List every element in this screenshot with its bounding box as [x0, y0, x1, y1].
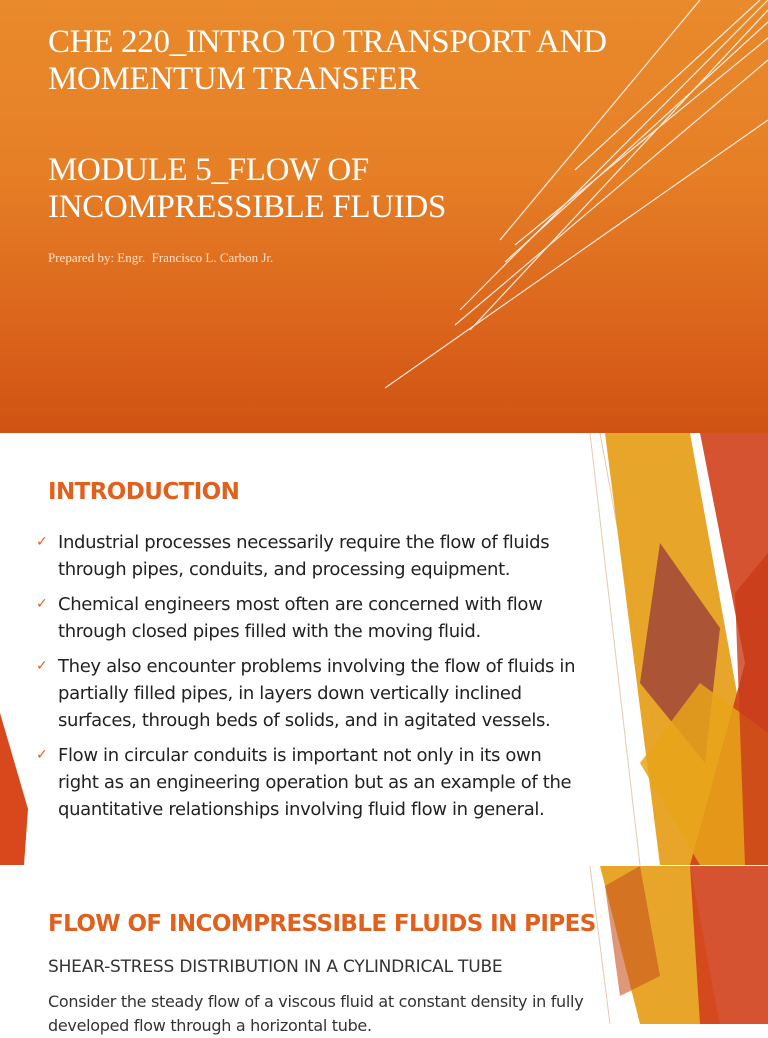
section-heading: INTRODUCTION: [48, 479, 240, 505]
checkmark-icon: ✓: [36, 596, 48, 612]
body-text: [48, 990, 688, 1038]
list-item: [36, 529, 696, 583]
body-line: developed flow through a horizontal tube.: [48, 1016, 372, 1035]
bullet-line: right as an engineering operation but as an example of the: [58, 772, 572, 793]
bullet-line: Flow in circular conduits is important not only in its own: [58, 745, 542, 766]
bullet-list: [36, 529, 696, 831]
course-title-line: CHE 220_INTRO TO TRANSPORT AND: [48, 24, 607, 60]
bullet-line: They also encounter problems involving the flow of fluids in: [58, 656, 576, 677]
subheading: SHEAR-STRESS DISTRIBUTION IN A CYLINDRICAL TUBE: [48, 957, 503, 977]
bullet-line: Industrial processes necessarily require the flow of fluids: [58, 532, 550, 553]
course-title-line: MOMENTUM TRANSFER: [48, 61, 420, 97]
course-title: [48, 24, 688, 98]
module-title: [48, 152, 688, 226]
author-credit: Prepared by: Engr. Francisco L. Carbon Jr.: [48, 250, 274, 265]
flow-in-pipes-slide: [0, 866, 768, 1035]
bullet-line: through pipes, conduits, and processing equipment.: [58, 559, 511, 580]
checkmark-icon: ✓: [36, 747, 48, 763]
checkmark-icon: ✓: [36, 534, 48, 550]
list-item: [36, 653, 696, 734]
checkmark-icon: ✓: [36, 658, 48, 674]
module-title-line: INCOMPRESSIBLE FLUIDS: [48, 189, 447, 225]
list-item: [36, 742, 696, 823]
bullet-line: through closed pipes filled with the moving fluid.: [58, 621, 481, 642]
module-title-line: MODULE 5_FLOW OF: [48, 152, 369, 188]
introduction-slide: [0, 433, 768, 865]
bullet-line: quantitative relationships involving fluid flow in general.: [58, 799, 545, 820]
bullet-line: Chemical engineers most often are concerned with flow: [58, 594, 543, 615]
bullet-line: partially filled pipes, in layers down vertically inclined: [58, 683, 522, 704]
list-item: [36, 591, 696, 645]
section-heading: FLOW OF INCOMPRESSIBLE FLUIDS IN PIPES: [48, 911, 596, 937]
bullet-line: surfaces, through beds of solids, and in agitated vessels.: [58, 710, 551, 731]
body-line: Consider the steady flow of a viscous fluid at constant density in fully: [48, 992, 584, 1011]
title-slide: [0, 0, 768, 433]
